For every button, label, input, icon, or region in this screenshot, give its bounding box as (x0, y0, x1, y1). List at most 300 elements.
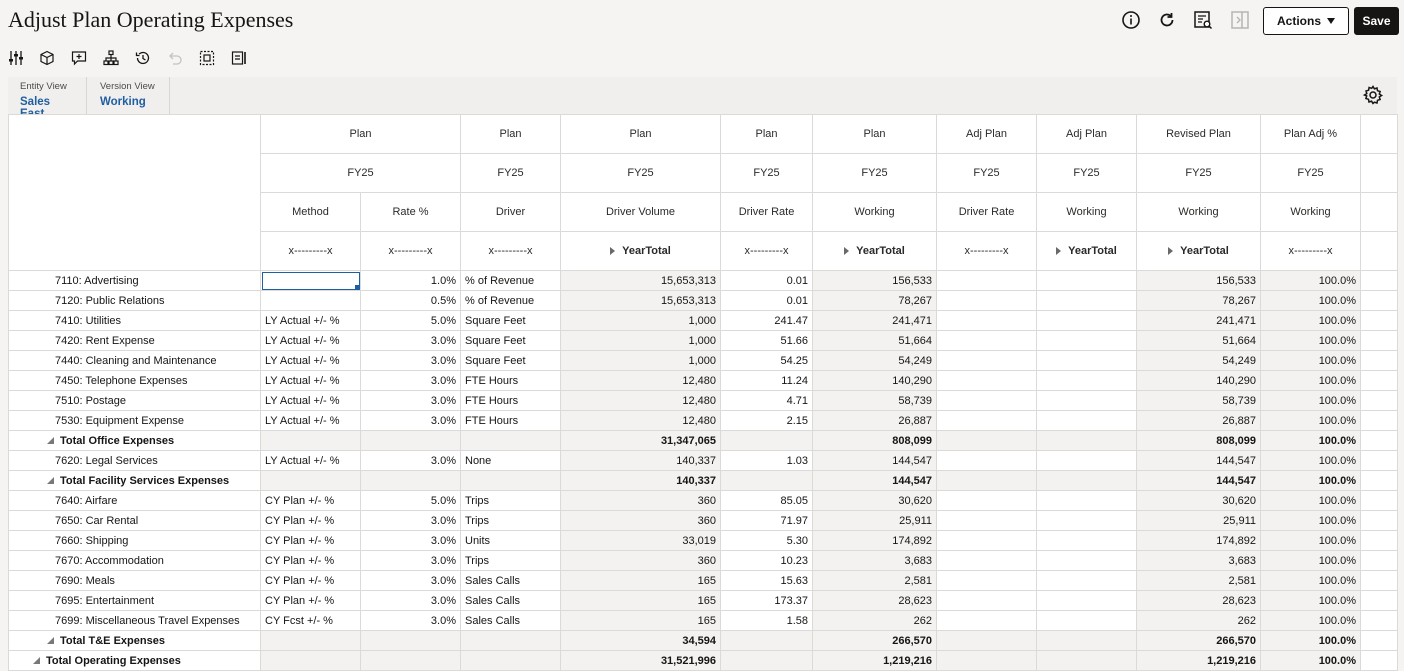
grid-cell[interactable]: 3.0% (361, 331, 461, 351)
row-label: 7670: Accommodation (55, 554, 164, 567)
filler-cell (1361, 391, 1398, 411)
grid-cell[interactable]: Square Feet (461, 331, 561, 351)
header-filler (1361, 193, 1398, 232)
grid-cell[interactable]: 15.63 (721, 571, 813, 591)
filler-cell (1361, 591, 1398, 611)
grid-cell[interactable]: 241.47 (721, 311, 813, 331)
grid-select-icon[interactable] (199, 50, 215, 66)
grid-cell[interactable]: Trips (461, 511, 561, 531)
grid-cell (1037, 431, 1137, 451)
grid-cell[interactable] (937, 511, 1037, 531)
grid-cell[interactable] (937, 591, 1037, 611)
pov-entity-value[interactable]: Sales (20, 96, 51, 108)
filler-cell (1361, 611, 1398, 631)
column-header-h4: x---------x (1261, 232, 1361, 271)
grid-cell: 174,892 (1137, 531, 1261, 551)
column-header-h3: Working (1137, 193, 1261, 232)
row-header[interactable] (9, 631, 261, 651)
column-header-h4: x---------x (361, 232, 461, 271)
refresh-icon[interactable] (1157, 10, 1177, 30)
grid-cell: 100.0% (1261, 371, 1361, 391)
page-header (0, 0, 1404, 42)
grid-cell: 100.0% (1261, 491, 1361, 511)
column-header-h2: FY25 (1261, 154, 1361, 193)
actions-menu-button[interactable] (1263, 7, 1349, 35)
grid-cell[interactable]: 54.25 (721, 351, 813, 371)
grid-cell: 100.0% (1261, 411, 1361, 431)
table-row (9, 391, 1398, 411)
grid-cell: 100.0% (1261, 611, 1361, 631)
grid-cell[interactable]: Square Feet (461, 311, 561, 331)
filler-cell (1361, 571, 1398, 591)
grid-cell[interactable] (937, 571, 1037, 591)
column-header-h4[interactable] (813, 232, 937, 271)
undo-icon[interactable] (167, 50, 183, 66)
grid-cell[interactable] (1037, 571, 1137, 591)
grid-cell: 100.0% (1261, 591, 1361, 611)
grid-cell[interactable]: Sales Calls (461, 591, 561, 611)
year-total-label: YearTotal (1180, 245, 1229, 257)
history-icon[interactable] (135, 50, 151, 66)
grid-cell: 100.0% (1261, 631, 1361, 651)
row-label: 7410: Utilities (55, 314, 122, 327)
grid-cell: 808,099 (1137, 431, 1261, 451)
table-row (9, 571, 1398, 591)
filler-cell (1361, 551, 1398, 571)
grid-cell: 144,547 (813, 471, 937, 491)
grid-cell[interactable]: LY Actual +/- % (261, 331, 361, 351)
column-header-h1: Adj Plan (937, 115, 1037, 154)
column-header-h3: Driver Rate (721, 193, 813, 232)
grid-cell[interactable]: CY Plan +/- % (261, 551, 361, 571)
grid-cell (261, 651, 361, 671)
grid-cell[interactable]: CY Plan +/- % (261, 511, 361, 531)
column-header-h3: Driver Rate (937, 193, 1037, 232)
header-filler (1361, 154, 1398, 193)
report-search-icon[interactable] (1193, 10, 1213, 30)
table-row (9, 611, 1398, 631)
grid-cell[interactable] (1037, 351, 1137, 371)
grid-cell[interactable]: LY Actual +/- % (261, 451, 361, 471)
column-header-h1: Plan (261, 115, 461, 154)
filler-cell (1361, 371, 1398, 391)
grid-cell[interactable] (937, 271, 1037, 291)
grid-cell[interactable] (937, 331, 1037, 351)
page-title: Adjust Plan Operating Expenses (8, 7, 294, 32)
grid-cell: 26,887 (1137, 411, 1261, 431)
grid-cell[interactable]: LY Actual +/- % (261, 371, 361, 391)
grid-cell: 140,290 (813, 371, 937, 391)
pov-entity[interactable] (8, 77, 87, 114)
grid-cell: 58,739 (1137, 391, 1261, 411)
grid-cell (721, 471, 813, 491)
grid-cell[interactable]: 3.0% (361, 351, 461, 371)
grid-cell: 100.0% (1261, 431, 1361, 451)
row-header (9, 331, 261, 351)
grid-cell: 51,664 (1137, 331, 1261, 351)
filler-cell (1361, 631, 1398, 651)
column-header-h1: Revised Plan (1137, 115, 1261, 154)
row-header (9, 591, 261, 611)
grid-cell: 28,623 (1137, 591, 1261, 611)
column-header-h1: Plan (461, 115, 561, 154)
grid-cell (1037, 631, 1137, 651)
cube-icon[interactable] (39, 50, 55, 66)
grid-cell[interactable]: Square Feet (461, 351, 561, 371)
grid-cell: 144,547 (1137, 471, 1261, 491)
grid-cell (461, 631, 561, 651)
grid-cell (261, 431, 361, 451)
grid-cell[interactable]: 5.0% (361, 311, 461, 331)
gear-icon[interactable] (1362, 84, 1384, 106)
grid-cell[interactable]: Sales Calls (461, 571, 561, 591)
grid-cell[interactable] (937, 451, 1037, 471)
grid-cell[interactable]: FTE Hours (461, 391, 561, 411)
grid-cell: 140,290 (1137, 371, 1261, 391)
grid-cell[interactable] (1037, 331, 1137, 351)
grid-cell[interactable] (937, 291, 1037, 311)
grid-cell (721, 631, 813, 651)
grid-cell[interactable]: 5.0% (361, 491, 461, 511)
grid-cell: 25,911 (813, 511, 937, 531)
column-header-h1: Plan (813, 115, 937, 154)
grid-cell[interactable] (1037, 271, 1137, 291)
row-header (9, 411, 261, 431)
row-label: Total Office Expenses (60, 434, 175, 447)
grid-cell[interactable] (1037, 491, 1137, 511)
grid-cell[interactable]: 5.30 (721, 531, 813, 551)
grid-cell[interactable]: CY Plan +/- % (261, 531, 361, 551)
collapse-triangle-icon[interactable] (47, 437, 54, 444)
grid-cell: 156,533 (813, 271, 937, 291)
column-header-h4[interactable] (561, 232, 721, 271)
hierarchy-icon[interactable] (103, 50, 119, 66)
row-header (9, 611, 261, 631)
column-header-h1: Plan (721, 115, 813, 154)
grid-cell[interactable]: 3.0% (361, 591, 461, 611)
grid-cell (361, 471, 461, 491)
grid-cell[interactable] (1037, 531, 1137, 551)
grid-cell[interactable] (1037, 611, 1137, 631)
column-header-h2: FY25 (937, 154, 1037, 193)
grid-cell[interactable]: 2.15 (721, 411, 813, 431)
expand-caret-icon[interactable] (610, 247, 615, 255)
pov-bar (8, 77, 1397, 114)
grid-cell: 165 (561, 571, 721, 591)
grid-cell: 12,480 (561, 371, 721, 391)
row-label: Total Facility Services Expenses (60, 474, 230, 487)
filler-cell (1361, 451, 1398, 471)
column-header-h3: Rate % (361, 193, 461, 232)
grid-cell: 34,594 (561, 631, 721, 651)
row-header (9, 531, 261, 551)
grid-cell: 144,547 (1137, 451, 1261, 471)
grid-cell[interactable] (1037, 591, 1137, 611)
filler-cell (1361, 351, 1398, 371)
pov-version-label: Version View (100, 81, 155, 92)
grid-cell[interactable] (937, 531, 1037, 551)
grid-cell (461, 471, 561, 491)
column-header-h4: x---------x (461, 232, 561, 271)
grid-cell: 1,000 (561, 331, 721, 351)
grid-cell[interactable]: 173.37 (721, 591, 813, 611)
grid-cell[interactable]: 3.0% (361, 551, 461, 571)
table-row (9, 551, 1398, 571)
grid-cell: 1,219,216 (813, 651, 937, 671)
panel-toggle-icon[interactable] (1230, 10, 1250, 30)
year-total-label: YearTotal (1068, 245, 1117, 257)
grid-cell[interactable] (1037, 311, 1137, 331)
grid-cell[interactable] (937, 371, 1037, 391)
grid-cell: 31,521,996 (561, 651, 721, 671)
grid-cell[interactable]: LY Actual +/- % (261, 411, 361, 431)
grid-cell[interactable]: 0.01 (721, 291, 813, 311)
collapse-triangle-icon[interactable] (33, 657, 40, 664)
table-row (9, 411, 1398, 431)
grid-cell: 1,219,216 (1137, 651, 1261, 671)
grid-cell (261, 471, 361, 491)
adjust-icon[interactable] (8, 50, 24, 66)
grid-cell[interactable]: % of Revenue (461, 291, 561, 311)
panel-icon[interactable] (231, 50, 247, 66)
column-header-h1: Plan Adj % (1261, 115, 1361, 154)
grid-cell: 78,267 (813, 291, 937, 311)
grid-cell[interactable]: LY Actual +/- % (261, 311, 361, 331)
grid-cell: 30,620 (813, 491, 937, 511)
grid-cell[interactable] (937, 611, 1037, 631)
column-header-h3: Driver (461, 193, 561, 232)
row-header (9, 451, 261, 471)
grid-cell (937, 471, 1037, 491)
grid-cell[interactable]: 51.66 (721, 331, 813, 351)
header-row (9, 115, 1398, 154)
grid-cell[interactable]: None (461, 451, 561, 471)
total-row (9, 471, 1398, 491)
column-header-h3: Working (813, 193, 937, 232)
column-header-h1: Adj Plan (1037, 115, 1137, 154)
row-label: 7650: Car Rental (55, 514, 139, 527)
column-header-h4[interactable] (1037, 232, 1137, 271)
grid-cell[interactable]: 3.0% (361, 371, 461, 391)
grid-cell[interactable] (937, 391, 1037, 411)
table-row (9, 331, 1398, 351)
grid-cell: 1,000 (561, 351, 721, 371)
grid-cell[interactable] (937, 311, 1037, 331)
grid-cell: 808,099 (813, 431, 937, 451)
grid-cell (461, 431, 561, 451)
column-header-h3: Working (1037, 193, 1137, 232)
grid-cell[interactable]: 10.23 (721, 551, 813, 571)
comment-add-icon[interactable] (71, 50, 87, 66)
column-header-h3: Driver Volume (561, 193, 721, 232)
grid-cell: 100.0% (1261, 471, 1361, 491)
column-header-h3: Working (1261, 193, 1361, 232)
column-header-h2: FY25 (813, 154, 937, 193)
column-header-h2: FY25 (561, 154, 721, 193)
grid-cell[interactable]: CY Plan +/- % (261, 491, 361, 511)
filler-cell (1361, 531, 1398, 551)
pov-entity-label: Entity View (20, 81, 67, 92)
grid-cell[interactable] (1037, 551, 1137, 571)
row-label: 7120: Public Relations (55, 294, 165, 307)
grid-cell[interactable] (1037, 511, 1137, 531)
grid-cell: 100.0% (1261, 571, 1361, 591)
grid-cell: 26,887 (813, 411, 937, 431)
grid-cell: 15,653,313 (561, 271, 721, 291)
grid-cell[interactable]: 3.0% (361, 411, 461, 431)
row-header[interactable] (9, 431, 261, 451)
row-header (9, 571, 261, 591)
grid-cell: 58,739 (813, 391, 937, 411)
grid-cell[interactable] (1037, 411, 1137, 431)
row-header (9, 351, 261, 371)
filler-cell (1361, 431, 1398, 451)
table-row (9, 371, 1398, 391)
pov-version[interactable] (88, 77, 170, 114)
column-header-h1: Plan (561, 115, 721, 154)
grid-cell[interactable] (261, 271, 361, 291)
info-icon[interactable] (1121, 10, 1141, 30)
column-header-h4[interactable] (1137, 232, 1261, 271)
grid-cell: 360 (561, 551, 721, 571)
column-header-h2: FY25 (721, 154, 813, 193)
expand-caret-icon[interactable] (844, 247, 849, 255)
grid-cell: 100.0% (1261, 291, 1361, 311)
table-row (9, 491, 1398, 511)
grid-cell (361, 631, 461, 651)
grid-cell[interactable]: 3.0% (361, 451, 461, 471)
grid-cell: 1,000 (561, 311, 721, 331)
grid-cell[interactable] (1037, 371, 1137, 391)
row-label: 7695: Entertainment (55, 594, 155, 607)
table-row (9, 531, 1398, 551)
grid-cell[interactable]: 3.0% (361, 511, 461, 531)
grid-cell: 165 (561, 591, 721, 611)
row-label: 7660: Shipping (55, 534, 129, 547)
grid-cell[interactable]: Sales Calls (461, 611, 561, 631)
grid-cell[interactable]: CY Plan +/- % (261, 591, 361, 611)
grid-cell: 266,570 (813, 631, 937, 651)
column-header-h4: x---------x (721, 232, 813, 271)
table-row (9, 291, 1398, 311)
expand-caret-icon[interactable] (1168, 247, 1173, 255)
row-header[interactable] (9, 651, 261, 671)
grid-cell[interactable]: 3.0% (361, 391, 461, 411)
row-header[interactable] (9, 471, 261, 491)
grid-cell (361, 651, 461, 671)
grid-cell: 165 (561, 611, 721, 631)
grid-cell[interactable] (937, 551, 1037, 571)
grid-cell[interactable]: 85.05 (721, 491, 813, 511)
grid-cell[interactable] (937, 411, 1037, 431)
grid-cell[interactable]: % of Revenue (461, 271, 561, 291)
grid-corner (9, 115, 261, 271)
grid-cell[interactable]: 3.0% (361, 571, 461, 591)
grid-cell[interactable]: 3.0% (361, 611, 461, 631)
grid-cell: 140,337 (561, 451, 721, 471)
grid-cell[interactable] (1037, 291, 1137, 311)
grid-cell (1037, 651, 1137, 671)
grid-cell[interactable]: 3.0% (361, 531, 461, 551)
grid-cell: 2,581 (1137, 571, 1261, 591)
grid-cell[interactable]: 1.58 (721, 611, 813, 631)
grid-cell[interactable]: FTE Hours (461, 411, 561, 431)
save-button[interactable]: Save (1354, 7, 1399, 35)
year-total-label: YearTotal (622, 245, 671, 257)
grid-cell (937, 631, 1037, 651)
total-row (9, 631, 1398, 651)
grid-cell (361, 431, 461, 451)
grid-cell: 25,911 (1137, 511, 1261, 531)
grid-cell[interactable] (1037, 451, 1137, 471)
table-row (9, 511, 1398, 531)
grid-cell[interactable]: FTE Hours (461, 371, 561, 391)
grid-cell[interactable]: Trips (461, 491, 561, 511)
grid-cell: 100.0% (1261, 551, 1361, 571)
grid-cell: 51,664 (813, 331, 937, 351)
grid-cell: 100.0% (1261, 311, 1361, 331)
collapse-triangle-icon[interactable] (47, 637, 54, 644)
row-label: 7420: Rent Expense (55, 334, 155, 347)
grid-cell[interactable]: CY Plan +/- % (261, 571, 361, 591)
grid-cell[interactable]: Units (461, 531, 561, 551)
grid-cell[interactable] (261, 291, 361, 311)
grid-cell[interactable] (937, 351, 1037, 371)
column-header-h2: FY25 (1037, 154, 1137, 193)
column-header-h4: x---------x (937, 232, 1037, 271)
filler-cell (1361, 491, 1398, 511)
row-header (9, 511, 261, 531)
grid-cell[interactable] (1037, 391, 1137, 411)
grid-cell[interactable]: CY Fcst +/- % (261, 611, 361, 631)
row-label: 7699: Miscellaneous Travel Expenses (55, 614, 240, 627)
grid-cell: 33,019 (561, 531, 721, 551)
row-header (9, 551, 261, 571)
filler-cell (1361, 331, 1398, 351)
grid-cell[interactable]: 71.97 (721, 511, 813, 531)
row-header (9, 391, 261, 411)
grid-cell: 2,581 (813, 571, 937, 591)
filler-cell (1361, 471, 1398, 491)
row-label: 7450: Telephone Expenses (55, 374, 188, 387)
grid-cell: 140,337 (561, 471, 721, 491)
grid-cell: 31,347,065 (561, 431, 721, 451)
grid-cell: 144,547 (813, 451, 937, 471)
pov-version-value[interactable]: Working (100, 96, 146, 108)
grid-cell[interactable]: 1.0% (361, 271, 461, 291)
grid-cell (937, 651, 1037, 671)
collapse-triangle-icon[interactable] (47, 477, 54, 484)
grid-cell: 12,480 (561, 391, 721, 411)
grid-cell: 266,570 (1137, 631, 1261, 651)
grid-cell[interactable] (937, 491, 1037, 511)
grid-cell[interactable]: LY Actual +/- % (261, 351, 361, 371)
grid-cell: 241,471 (1137, 311, 1261, 331)
table-row (9, 591, 1398, 611)
grid-cell[interactable]: Trips (461, 551, 561, 571)
grid-cell[interactable]: LY Actual +/- % (261, 391, 361, 411)
filler-cell (1361, 511, 1398, 531)
grid-cell[interactable]: 1.03 (721, 451, 813, 471)
column-header-h2: FY25 (461, 154, 561, 193)
grid-cell[interactable]: 0.01 (721, 271, 813, 291)
grid-cell[interactable]: 0.5% (361, 291, 461, 311)
row-label: 7440: Cleaning and Maintenance (55, 354, 217, 367)
table-row (9, 351, 1398, 371)
grid-cell[interactable]: 4.71 (721, 391, 813, 411)
grid-cell[interactable]: 11.24 (721, 371, 813, 391)
expand-caret-icon[interactable] (1056, 247, 1061, 255)
